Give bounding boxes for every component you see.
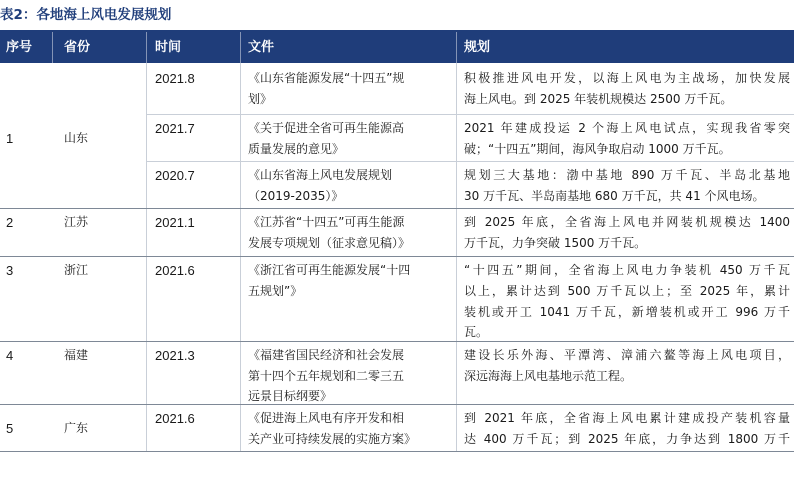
entry-plan-line: 深远海海上风电基地示范工程。 [464,369,633,383]
entry-doc-line: 《江苏省“十四五”可再生能源 [248,215,405,229]
entry-plan-line: 海上风电。到 2025 年装机规模达 2500 万千瓦。 [464,92,733,106]
entry-doc-line: 第十四个五年规划和二零三五 [248,369,405,383]
entry-doc-line: 《山东省能源发展“十四五”规 [248,71,405,85]
row-seq: 5 [6,421,14,436]
row-seq: 1 [6,131,14,146]
entry-doc-line: 《浙江省可再生能源发展“十四 [248,263,411,277]
entry-doc-line: 五规划”》 [248,284,303,298]
header-province: 省份 [64,40,91,55]
entry-plan-line: 装机或开工 1041 万千瓦，新增装机或开工 996 万千 [464,305,790,319]
entry-doc-line: 《山东省海上风电发展规划 [248,168,393,182]
entry-time: 2021.7 [155,121,195,136]
entry-plan-line: 规划三大基地：渤中基地 890 万千瓦、半岛北基地 [464,168,790,182]
entry-doc-line: 发展专项规划（征求意见稿）》 [248,236,411,250]
grid-line [456,63,457,451]
grid-line [146,63,147,451]
header-plan: 规划 [464,40,491,55]
entry-time: 2021.1 [155,215,195,230]
grid-line [240,63,241,451]
row-seq: 3 [6,263,14,278]
entry-doc-line: （2019-2035）》 [248,189,344,203]
header-time: 时间 [155,40,182,55]
row-province: 福建 [64,348,89,362]
entry-doc-line: 远景目标纲要》 [248,389,333,403]
entry-time: 2020.7 [155,168,195,183]
entry-time: 2021.3 [155,348,195,363]
header-divider [52,32,53,63]
entry-doc-line: 《促进海上风电有序开发和相 [248,411,405,425]
entry-plan-line: 30 万千瓦、半岛南基地 680 万千瓦，共 41 个风电场。 [464,189,765,203]
entry-plan-line: 以上，累计达到 500 万千瓦以上；至 2025 年，累计 [464,284,790,298]
entry-doc-line: 质量发展的意见》 [248,142,345,156]
row-province: 江苏 [64,215,89,229]
entry-time: 2021.8 [155,71,195,86]
header-divider [240,32,241,63]
entry-plan-line: 万千瓦，力争突破 1500 万千瓦。 [464,236,647,250]
row-seq: 2 [6,215,14,230]
entry-doc-line: 划》 [248,92,273,106]
entry-plan-line: 到 2021 年底，全省海上风电累计建成投产装机容量 [464,411,790,425]
header-seq: 序号 [6,40,33,55]
grid-line [146,161,794,162]
row-province: 山东 [64,131,89,145]
entry-plan-line: 达 400 万千瓦；到 2025 年底，力争达到 1800 万千 [464,432,790,446]
grid-line [146,114,794,115]
entry-plan-line: 瓦。 [464,325,489,339]
entry-plan-line: “十四五”期间，全省海上风电力争装机 450 万千瓦 [464,263,790,277]
entry-doc-line: 关产业可持续发展的实施方案》 [248,432,417,446]
entry-plan-line: 到 2025 年底，全省海上风电并网装机规模达 1400 [464,215,790,229]
entry-plan-line: 建设长乐外海、平潭湾、漳浦六鳌等海上风电项目， [464,348,790,362]
row-province: 广东 [64,421,89,435]
header-divider [146,32,147,63]
entry-plan-line: 积极推进风电开发，以海上风电为主战场，加快发展 [464,71,790,85]
header-divider [456,32,457,63]
table-caption: 表2：各地海上风电发展规划 [0,7,172,23]
grid-line [0,256,794,257]
entry-time: 2021.6 [155,411,195,426]
entry-time: 2021.6 [155,263,195,278]
entry-doc-line: 《关于促进全省可再生能源高 [248,121,405,135]
grid-line [0,451,794,452]
row-province: 浙江 [64,263,89,277]
header-doc: 文件 [248,40,275,55]
entry-plan-line: 破；“十四五”期间，海风争取启动 1000 万千瓦。 [464,142,731,156]
row-seq: 4 [6,348,14,363]
table-header [0,32,794,63]
grid-line [0,208,794,209]
entry-plan-line: 2021 年建成投运 2 个海上风电试点，实现我省零突 [464,121,790,135]
entry-doc-line: 《福建省国民经济和社会发展 [248,348,405,362]
